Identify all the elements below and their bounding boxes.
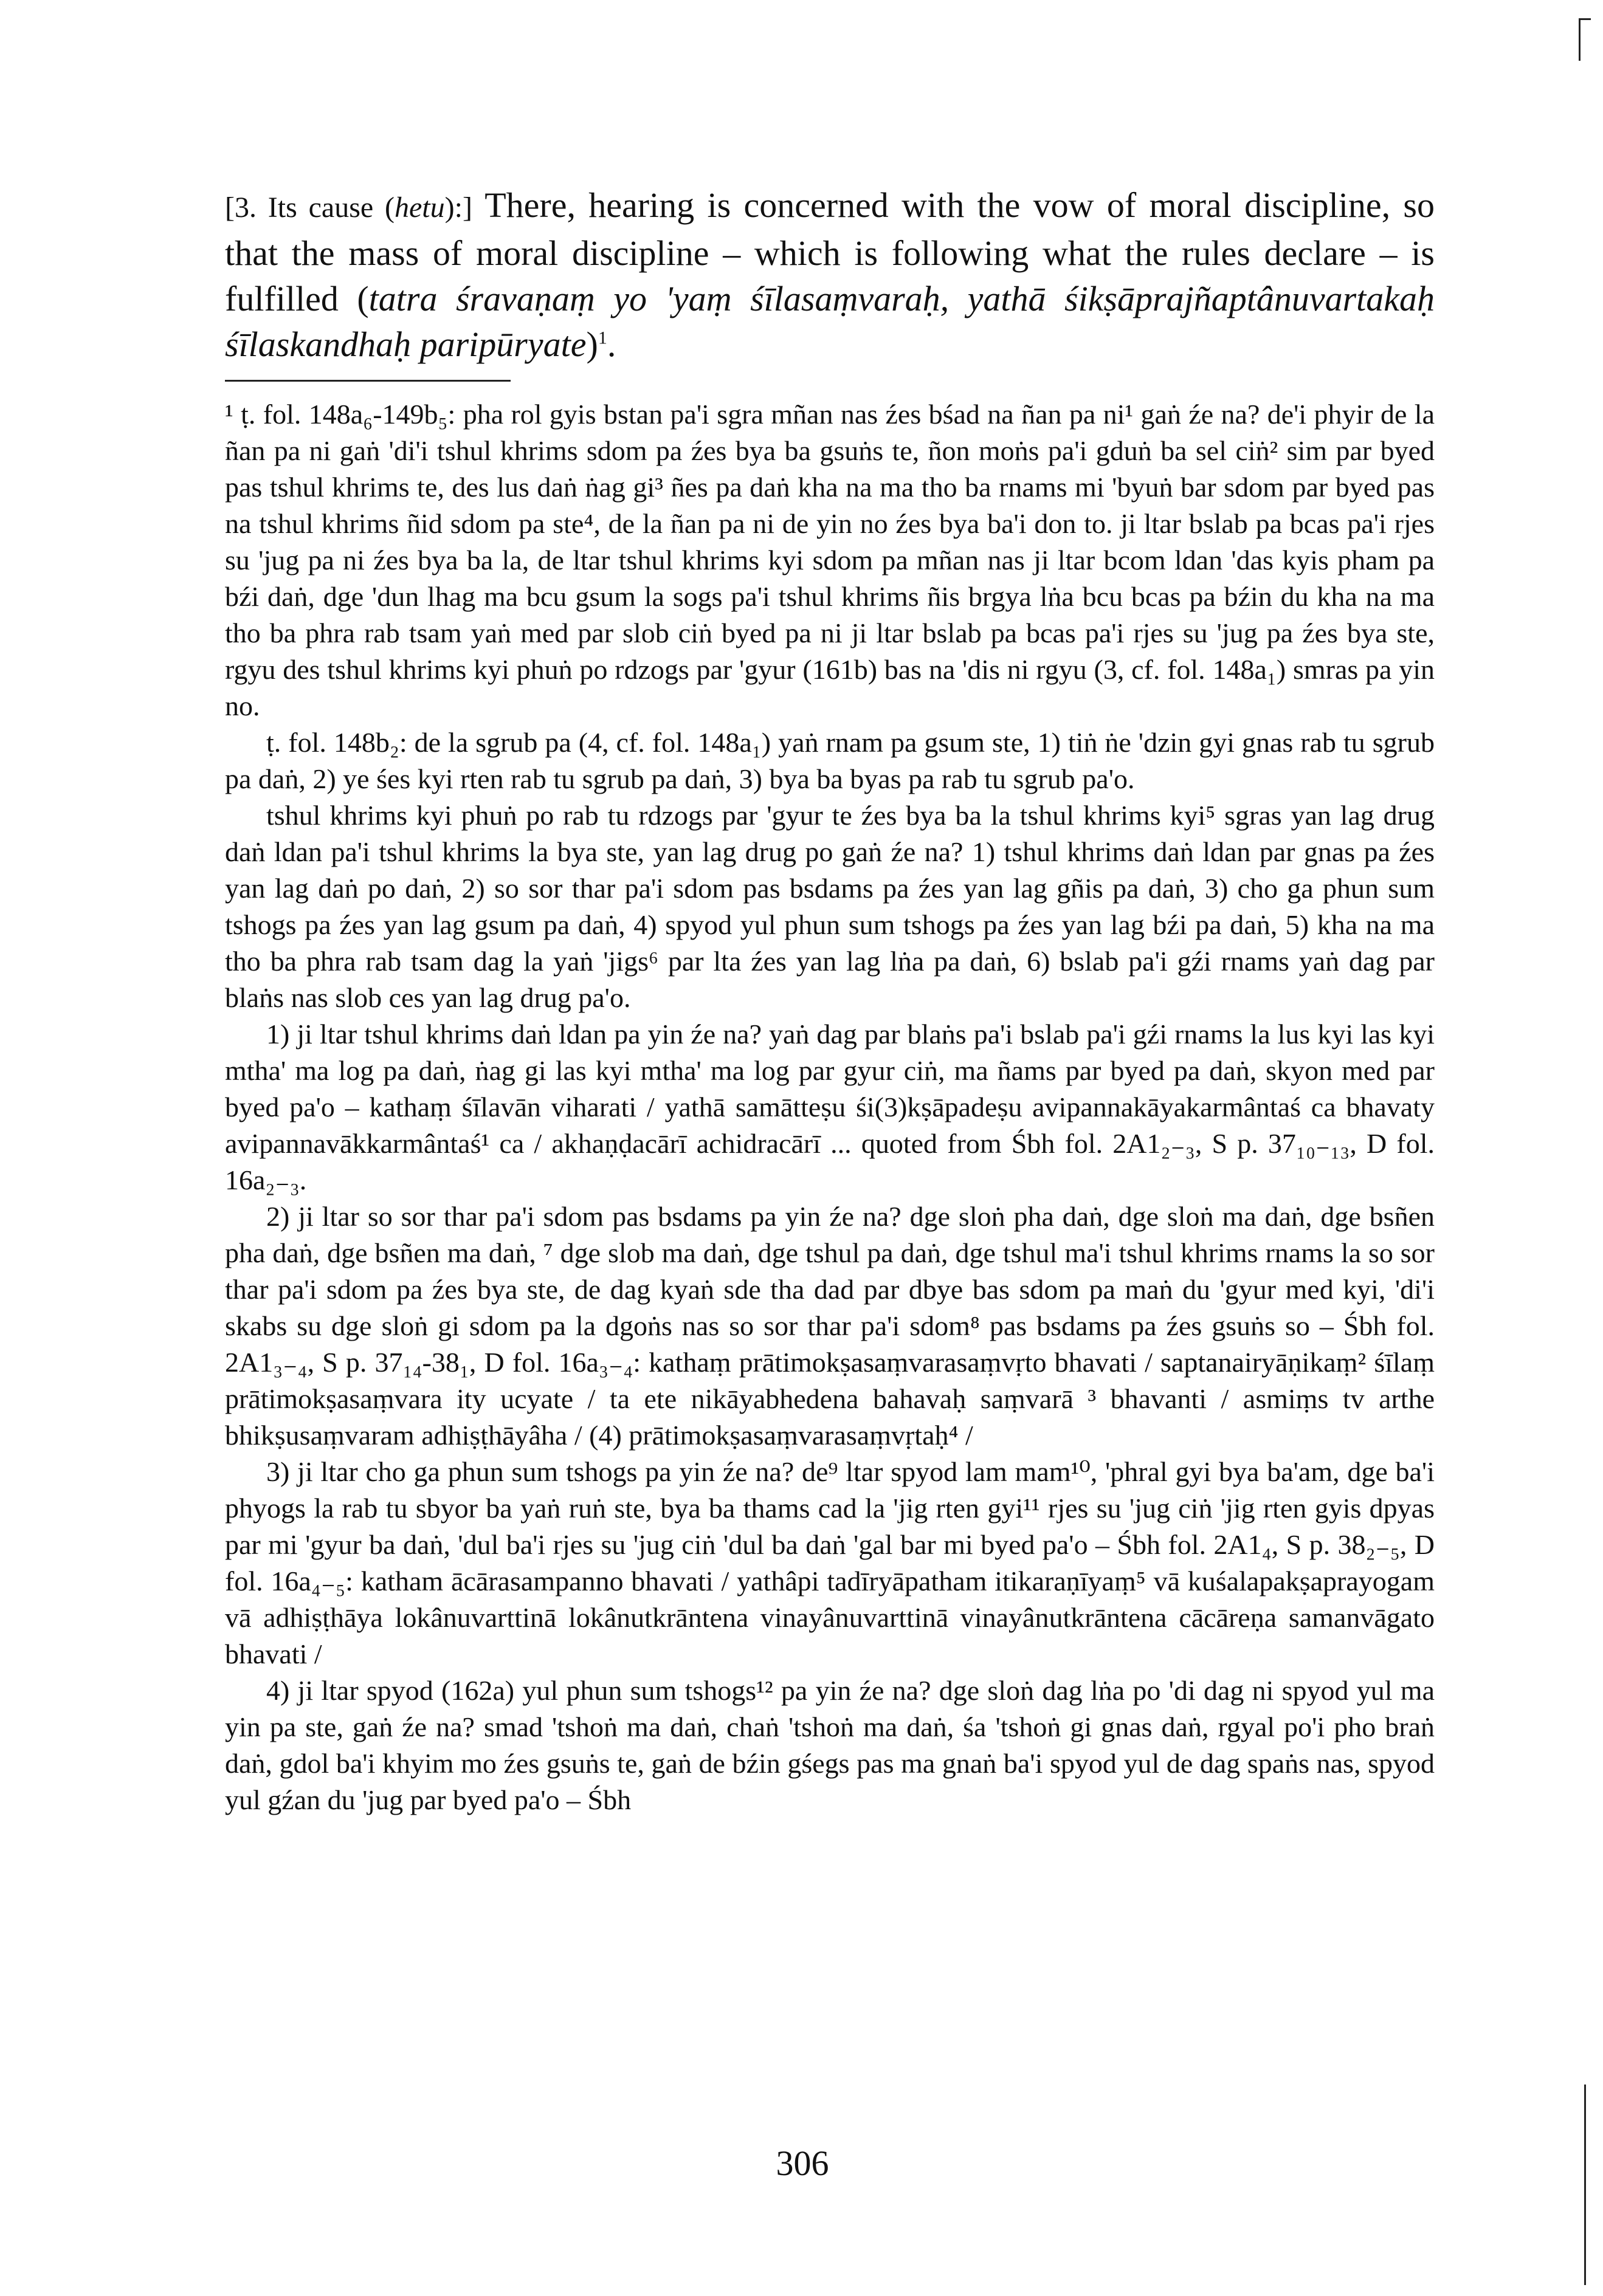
section-bracket-close: ):] (444, 191, 472, 224)
footnote-paragraph: 3) ji ltar cho ga phun sum tshogs pa yin źe na? de⁹ ltar spyod lam mam¹⁰, 'phral gyi bya ba'am, dge ba'i phyogs la rab tu sbyor ba yaṅ ruṅ ste, bya ba thams cad la 'jig rten gyi¹¹ rjes su 'jug ciṅ 'jig rten gyis dpyas par mi 'gyur ba daṅ, 'dul ba'i rjes su 'jug ciṅ 'dul ba daṅ 'gal bar mi byed pa'o – Śbh fol. 2A1₄, S p. 38₂₋₅, D fol. 16a₄₋₅: katham ācārasampanno bhavati / yathâpi tadīryāpatham itikaraṇīyaṃ⁵ vā kuśalapakṣaprayogam vā adhiṣṭhāya lokânuvarttinā lokânutkrāntena vinayânuvarttinā vinayânutkrāntena cācāreṇa samanvāgato bhavati / (225, 1456, 1435, 1669)
footnote-rule (225, 380, 511, 382)
page-number: 306 (776, 2143, 829, 2183)
scan-edge-mark (1584, 2085, 1586, 2285)
main-period: . (607, 325, 616, 364)
section-its-cause: Its cause ( (267, 191, 395, 224)
footnote-paragraph: 2) ji ltar so sor thar pa'i sdom pas bsdams pa yin źe na? dge sloṅ pha daṅ, dge sloṅ ma daṅ, dge bsñen pha daṅ, dge bsñen ma daṅ, ⁷ dge slob ma daṅ, dge tshul pa daṅ, dge tshul ma'i tshul khrims rnams la so sor thar pa'i sdom pa źes bya ste, de dag kyaṅ sde tha dad par dbye bas sdom pa maṅ du 'gyur med kyi, 'di'i skabs su dge sloṅ gi sdom pa la dgoṅs nas so sor thar pa'i sdom⁸ pas bsdams pa źes gsuṅs so – Śbh fol. 2A1₃₋₄, S p. 37₁₄-38₁, D fol. 16a₃₋₄: kathaṃ prātimokṣasaṃvarasaṃvṛto bhavati / saptanairyāṇikaṃ² śīlaṃ prātimokṣasaṃvara ity ucyate / ta ete nikāyabhedena bahavaḥ saṃvarā ³ bhavanti / asmiṃs tv arthe bhikṣusaṃvaram adhiṣṭhāyâha / (4) prātimokṣasaṃvarasaṃvṛtaḥ⁴ / (225, 1201, 1435, 1451)
section-bracket-open: [3. (225, 191, 268, 224)
footnote-paragraph: ṭ. fol. 148b₂: de la sgrub pa (4, cf. fol. 148a₁) yaṅ rnam pa gsum ste, 1) tiṅ ṅe 'dzin gyi gnas rab tu sgrub pa daṅ, 2) ye śes kyi rten rab tu sgrub pa daṅ, 3) bya ba byas pa rab tu sgrub pa'o. (225, 727, 1435, 794)
main-english: There, hearing is concerned with the vow of moral discipline, so that the mass of moral discipline – which is following what the rules declare – is fulfilled ( (225, 185, 1435, 318)
footnotes (225, 396, 1435, 1818)
footnote-paragraph: ¹ ṭ. fol. 148a₆-149b₅: pha rol gyis bstan pa'i sgra mñan nas źes bśad na ñan pa ni¹ gaṅ źe na? de'i phyir de la ñan pa ni gaṅ 'di'i tshul khrims sdom pa źes bya ba gsuṅs te, ñon moṅs pa'i gduṅ ba sel ciṅ² sim par byed pas tshul khrims te, des lus daṅ ṅag gi³ ñes pa daṅ kha na ma tho ba rnams mi 'byuṅ bar sdom par byed pas na tshul khrims ñid sdom pa ste⁴, de la ñan pa ni de yin no źes bya ba'i don to. ji ltar bslab pa bcas pa'i rjes su 'jug pa ni źes bya ba la, de ltar tshul khrims kyi sdom pa mñan nas ji ltar bcom ldan 'das kyis pham pa bźi daṅ, dge 'dun lhag ma bcu gsum la sogs pa'i tshul khrims ñis brgya lṅa bcu bcas pa bźin du kha na ma tho ba phra rab tsam yaṅ med par slob ciṅ byed pa ni ji ltar bslab pa bcas pa'i rjes su 'jug pa źes bya ste, rgyu des tshul khrims kyi phuṅ po rdzogs par 'gyur (161b) bas na 'dis ni rgyu (3, cf. fol. 148a₁) smras pa yin no. (225, 399, 1435, 721)
section-hetu: hetu (395, 191, 445, 224)
footnote-marker: 1 (598, 328, 607, 348)
main-paragraph (225, 182, 1435, 367)
footnote-paragraph: tshul khrims kyi phuṅ po rab tu rdzogs par 'gyur te źes bya ba la tshul khrims kyi⁵ sgras yan lag drug daṅ ldan pa'i tshul khrims la bya ste, yan lag drug po gaṅ źe na? 1) tshul khrims daṅ ldan par gnas pa źes yan lag daṅ po daṅ, 2) so sor thar pa'i sdom pas bsdams pa źes yan lag gñis pa daṅ, 3) cho ga phun sum tshogs pa źes yan lag gsum pa daṅ, 4) spyod yul phun sum tshogs pa źes yan lag bźi pa daṅ, 5) kha na ma tho ba phra rab tsam dag la yaṅ 'jigs⁶ par lta źes yan lag lṅa pa daṅ, 6) bslab pa'i gźi rnams yaṅ dag par blaṅs nas slob ces yan lag drug pa'o. (225, 800, 1435, 1013)
scan-edge-mark (1579, 18, 1581, 61)
main-sanskrit: tatra śravaṇaṃ yo 'yaṃ śīlasaṃvaraḥ, yathā śikṣāprajñaptânuvartakaḥ śīlaskandhaḥ paripūryate (225, 279, 1435, 364)
footnote-paragraph: 4) ji ltar spyod (162a) yul phun sum tshogs¹² pa yin źe na? dge sloṅ dag lṅa po 'di dag ni spyod yul ma yin pa ste, gaṅ źe na? smad 'tshoṅ ma daṅ, chaṅ 'tshoṅ ma daṅ, śa 'tshoṅ gi gnas daṅ, rgyal po'i pho braṅ daṅ, gdol ba'i khyim mo źes gsuṅs te, gaṅ de bźin gśegs pas ma gnaṅ ba'i spyod yul de dag spaṅs nas, spyod yul gźan du 'jug par byed pa'o – Śbh (225, 1675, 1435, 1815)
footnote-paragraph: 1) ji ltar tshul khrims daṅ ldan pa yin źe na? yaṅ dag par blaṅs pa'i bslab pa'i gźi rnams la lus kyi las kyi mtha' ma log pa daṅ, ṅag gi las kyi mtha' ma log par gyur ciṅ, ma ñams par byed pa daṅ, skyon med par byed pa'o – kathaṃ śīlavān viharati / yathā samātteṣu śi(3)kṣāpadeṣu avipannakāyakarmântaś ca bhavaty avipannavākkarmântaś¹ ca / akhaṇḍacārī achidracārī ... quoted from Śbh fol. 2A1₂₋₃, S p. 37₁₀₋₁₃, D fol. 16a₂₋₃. (225, 1019, 1435, 1195)
main-close-paren: ) (586, 325, 598, 364)
scan-edge-mark (1579, 18, 1591, 20)
